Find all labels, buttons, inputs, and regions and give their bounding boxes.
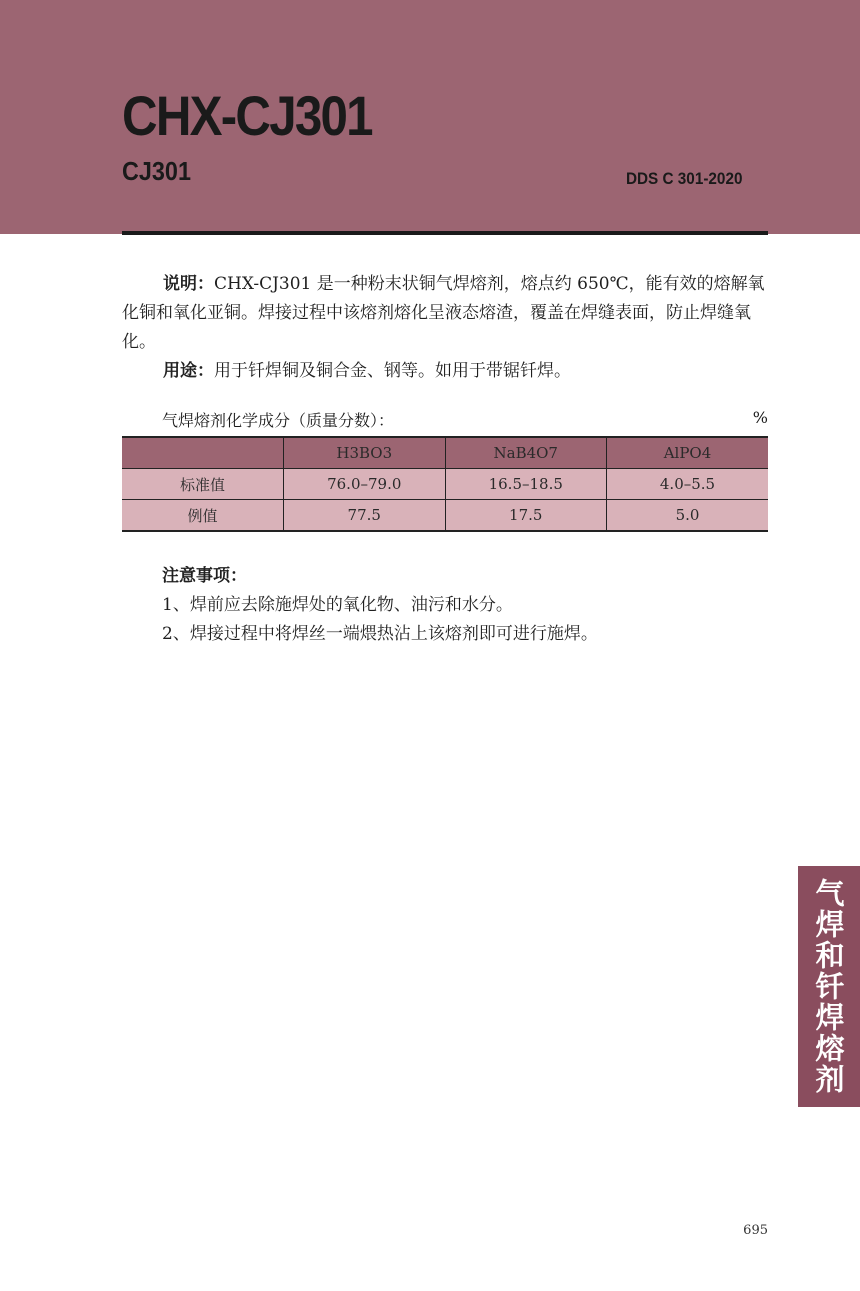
section-side-tab [798, 866, 860, 1107]
table-header-row [122, 437, 768, 469]
note-item: 2、焊接过程中将焊丝一端煨热沾上该熔剂即可进行施焊。 [162, 624, 598, 644]
header-rule [122, 231, 768, 235]
usage-paragraph [122, 357, 768, 386]
row-label-example: 例值 [122, 500, 284, 532]
column-header-nab4o7: NaB4O7 [445, 437, 607, 469]
standard-code: DDS C 301-2020 [625, 169, 742, 188]
table-corner-cell [122, 437, 284, 469]
product-subtitle: CJ301 [122, 156, 191, 186]
table-caption [162, 408, 768, 431]
description-paragraph [122, 270, 768, 357]
table-cell: 17.5 [445, 500, 607, 532]
table-caption-text: 气焊熔剂化学成分（质量分数）： [162, 411, 395, 430]
table-unit: % [752, 408, 768, 427]
table-cell: 4.0–5.5 [607, 469, 769, 500]
page-number: 695 [743, 1223, 768, 1238]
column-header-alpo4: AlPO4 [607, 437, 769, 469]
table-cell: 77.5 [284, 500, 446, 532]
row-label-standard: 标准值 [122, 469, 284, 500]
table-row [122, 500, 768, 532]
table-cell: 76.0–79.0 [284, 469, 446, 500]
notes-section [162, 562, 768, 649]
usage-text: 用于钎焊铜及铜合金、钢等。如用于带锯钎焊。 [214, 361, 571, 381]
column-header-h3bo3: H3BO3 [284, 437, 446, 469]
table-row [122, 469, 768, 500]
product-title: CHX-CJ301 [122, 84, 372, 147]
notes-heading: 注意事项： [162, 566, 247, 586]
table-cell: 16.5–18.5 [445, 469, 607, 500]
side-tab-label: 气焊和钎焊熔剂 [811, 878, 846, 1095]
description-text: CHX-CJ301 是一种粉末状铜气焊熔剂，熔点约 650℃，能有效的熔解氧化铜和氧化亚铜。焊接过程中该熔剂熔化呈液态熔渣，覆盖在焊缝表面，防止焊缝氧化。 [122, 274, 765, 352]
note-item: 1、焊前应去除施焊处的氧化物、油污和水分。 [162, 595, 513, 615]
composition-table [122, 436, 768, 532]
description-label: 说明： [163, 274, 214, 294]
usage-label: 用途： [163, 361, 214, 381]
body-text [122, 270, 768, 386]
page-header [0, 0, 860, 234]
table-cell: 5.0 [607, 500, 769, 532]
